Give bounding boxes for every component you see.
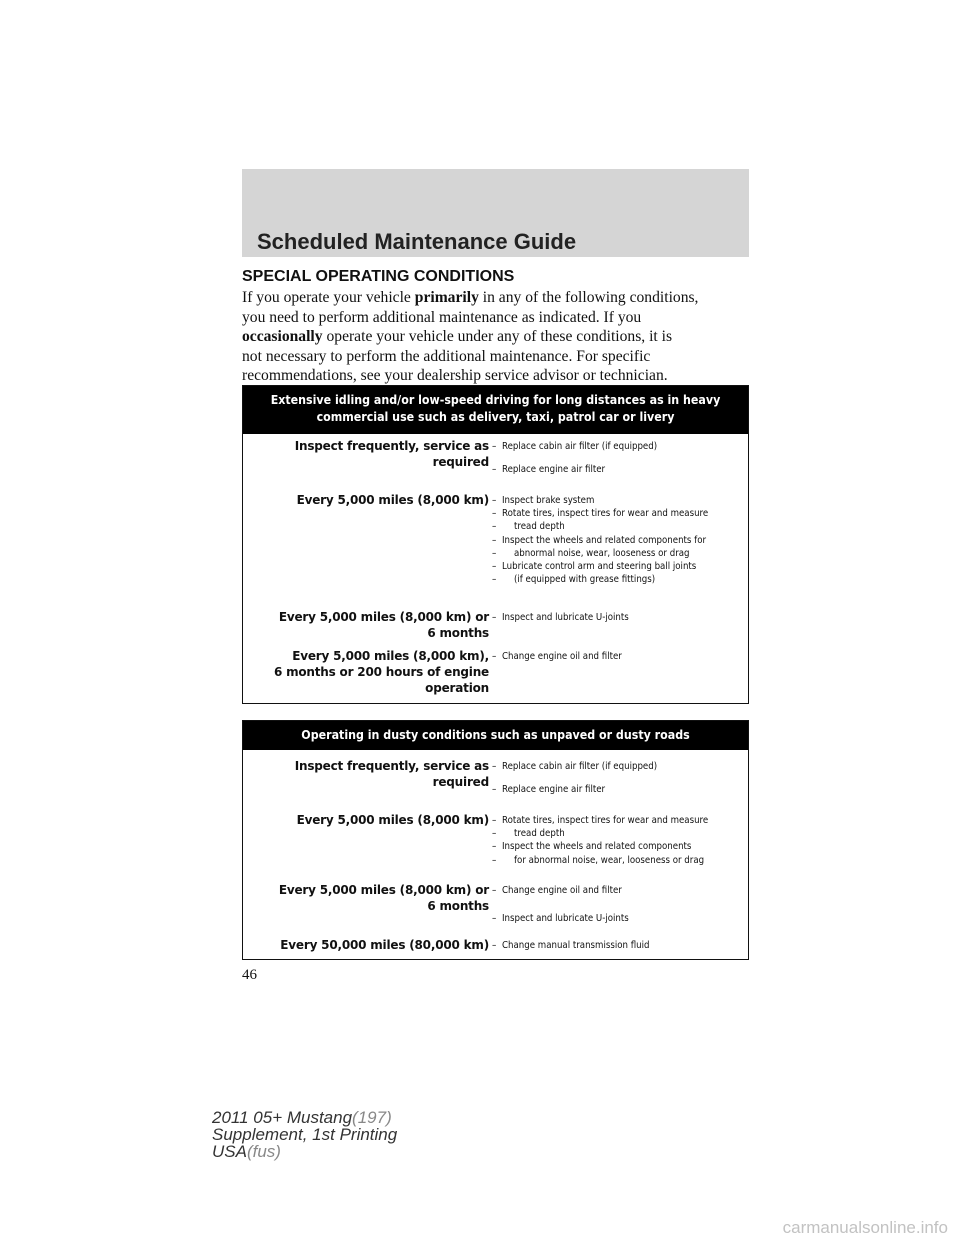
task-list	[492, 611, 742, 625]
task-item-cont: – tread depth	[492, 827, 742, 840]
table-header	[243, 721, 748, 750]
intro-line-3: occasionally operate your vehicle under any of these conditions, it is	[242, 328, 673, 345]
task-item: – Inspect the wheels and related components	[492, 840, 742, 853]
table-title-line: commercial use such as delivery, taxi, patrol car or livery	[316, 410, 675, 424]
interval-label: Every 5,000 miles (8,000 km)	[296, 813, 489, 827]
intro-line-2: you need to perform additional maintenance as indicated. If you	[242, 308, 642, 326]
page-number: 46	[242, 967, 257, 983]
task-item-cont: – for abnormal noise, wear, looseness or drag	[492, 854, 742, 867]
footer-line: Supplement, 1st Printing	[212, 1125, 398, 1144]
task-item: – Change manual transmission fluid	[492, 939, 742, 953]
interval-label: Every 5,000 miles (8,000 km) or 6 months	[278, 610, 489, 640]
task-item-cont: – (if equipped with grease fittings)	[492, 573, 742, 586]
task-item-cont: – tread depth	[492, 520, 742, 533]
interval-label: Every 5,000 miles (8,000 km)	[296, 493, 489, 507]
watermark: carmanualsonline.info	[782, 1218, 948, 1237]
task-list	[492, 494, 742, 586]
task-item: – Inspect and lubricate U-joints	[492, 611, 742, 625]
task-item: – Replace engine air filter	[492, 783, 742, 797]
interval-label: Inspect frequently, service as required	[294, 759, 489, 789]
task-item: – Replace cabin air filter (if equipped)	[492, 760, 742, 774]
task-item: – Change engine oil and filter	[492, 884, 742, 898]
task-item: – Lubricate control arm and steering ball joints	[492, 560, 742, 573]
task-list	[492, 650, 742, 664]
table-title-line: Operating in dusty conditions such as unpaved or dusty roads	[301, 728, 690, 742]
task-list	[492, 814, 742, 867]
task-item: – Inspect and lubricate U-joints	[492, 912, 742, 926]
interval-label: Every 5,000 miles (8,000 km) or 6 months	[278, 883, 489, 913]
intro-line-5: recommendations, see your dealership service advisor or technician.	[242, 367, 668, 384]
maintenance-table-idling	[242, 385, 749, 704]
task-item: – Inspect the wheels and related components for	[492, 534, 742, 547]
task-item: – Replace engine air filter	[492, 463, 742, 477]
task-item: – Inspect brake system	[492, 494, 742, 507]
task-list	[492, 939, 742, 953]
task-item: – Replace cabin air filter (if equipped)	[492, 440, 742, 454]
print-footer	[212, 1109, 397, 1160]
table-title-line: Extensive idling and/or low-speed driving for long distances as in heavy	[270, 393, 721, 407]
task-item-cont: – abnormal noise, wear, looseness or drag	[492, 547, 742, 560]
task-item: – Rotate tires, inspect tires for wear and measure	[492, 507, 742, 520]
interval-label: Inspect frequently, service as required	[294, 439, 489, 469]
interval-label: Every 50,000 miles (80,000 km)	[280, 938, 489, 952]
footer-line: USA(fus)	[212, 1142, 281, 1161]
task-list	[492, 760, 742, 797]
intro-line-4: not necessary to perform the additional maintenance. For specific	[242, 347, 651, 365]
section-heading: SPECIAL OPERATING CONDITIONS	[242, 268, 515, 285]
page-title: Scheduled Maintenance Guide	[257, 229, 577, 254]
footer-line: 2011 05+ Mustang(197)	[212, 1108, 392, 1127]
interval-label: Every 5,000 miles (8,000 km), 6 months or 200 hours of engine operation	[273, 649, 489, 695]
intro-line-1: If you operate your vehicle primarily in any of the following conditions,	[242, 289, 699, 306]
task-item: – Change engine oil and filter	[492, 650, 742, 664]
maintenance-table-dusty	[242, 720, 749, 960]
task-item: – Rotate tires, inspect tires for wear and measure	[492, 814, 742, 827]
intro-paragraph	[242, 288, 762, 386]
task-list	[492, 884, 742, 926]
table-header	[243, 386, 748, 434]
task-list	[492, 440, 742, 477]
